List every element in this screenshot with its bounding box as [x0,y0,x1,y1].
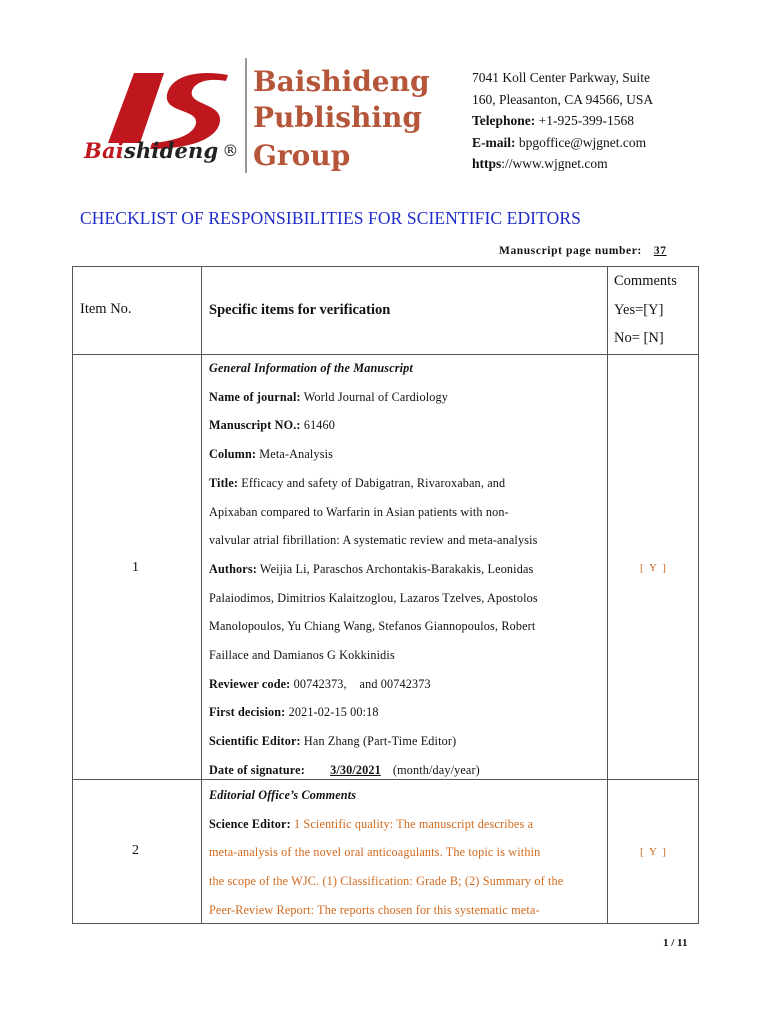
journal-value: World Journal of Cardiology [300,389,448,404]
manuscript-no-label: Manuscript NO.: [209,418,301,433]
address-line1: 7041 Koll Center Parkway, Suite [472,70,650,85]
row1-content [209,354,601,785]
row1-section-heading: General Information of the Manuscript [209,361,413,375]
manuscript-no-value: 61460 [300,418,336,433]
page-number: 1 / 11 [663,937,688,949]
table-border-right [698,266,699,924]
row1-item-number: 1 [132,560,139,575]
column-label: Column: [209,447,257,462]
first-decision-value: 2021-02-15 00:18 [285,705,379,720]
science-editor-line-2: meta-analysis of the novel oral anticoagulants. The topic is within [209,845,541,860]
email [472,132,653,154]
header-yes: Yes=[Y] [614,302,664,318]
title-label: Title: [209,475,239,490]
manuscript-no-line [209,411,601,440]
row2-comment: [ Y ] [640,846,668,858]
website-value[interactable]: ://www.wjgnet.com [501,156,608,171]
science-editor-line-3: the scope of the WJC. (1) Classification: Grade B; (2) Summary of the [209,874,564,889]
address-line2: 160, Pleasanton, CA 94566, USA [472,91,654,107]
first-decision-label: First decision: [209,705,286,720]
document-title: CHECKLIST OF RESPONSIBILITIES FOR SCIENTIFIC EDITORS [80,208,581,228]
scientific-editor-value: Han Zhang (Part-Time Editor) [300,734,457,749]
row1-comment: [ Y ] [640,562,668,574]
logo-word-baishideng: Baishideng [253,65,430,98]
logo-script-part1: Bai [84,138,124,163]
row2-section-heading: Editorial Office’s Comments [209,788,357,802]
science-editor-line-4: Peer-Review Report: The reports chosen for this systematic meta- [209,902,540,917]
email-value[interactable]: bpgoffice@wjgnet.com [518,134,647,150]
telephone [472,110,653,132]
table-border-top [72,266,699,267]
website-label: https [472,156,502,171]
authors-line-1 [209,555,601,584]
table-col-divider-1 [201,266,202,924]
manuscript-page-number [499,245,677,257]
science-editor-text-1: 1 Scientific quality: The manuscript describes a [290,816,534,831]
logo-script-part2: shideng [123,138,219,163]
science-editor-label: Science Editor: [209,816,291,831]
publisher-address [472,67,653,175]
title-line-2: Apixaban compared to Warfarin in Asian patients with non- [209,504,509,519]
journal-label: Name of journal: [209,389,301,404]
website [472,153,653,175]
authors-line-2: Palaiodimos, Dimitrios Kalaitzoglou, Lazaros Tzelves, Apostolos [209,590,538,605]
first-decision-line [209,698,601,727]
logo-word-publishing: Publishing [253,101,422,134]
column-value: Meta-Analysis [256,447,334,462]
reviewer-line [209,670,601,699]
table-col-divider-2 [607,266,608,924]
title-line-1 [209,469,601,498]
science-editor-line-1 [209,810,601,839]
signature-date-format: (month/day/year) [392,762,480,777]
row2-content [209,781,601,925]
table-border-left [72,266,73,924]
signature-date-label: Date of signature: [209,762,305,777]
reviewer-value: 00742373, and 00742373 [290,676,431,691]
title-line-3: valvular atrial fibrillation: A systematic review and meta-analysis [209,533,538,548]
column-line [209,440,601,469]
reviewer-label: Reviewer code: [209,676,291,691]
signature-date-value: 3/30/2021 [330,762,381,777]
telephone-value: +1-925-399-1568 [538,113,634,128]
header-comments: Comments [614,273,677,289]
header-specific-items: Specific items for verification [209,302,391,318]
title-text-1: Efficacy and safety of Dabigatran, Rivaroxaban, and [238,475,506,490]
logo-script-wordmark [84,138,239,163]
authors-line-3: Manolopoulos, Yu Chiang Wang, Stefanos Giannopoulos, Robert [209,619,536,634]
row2-item-number: 2 [132,843,139,858]
logo-divider [245,58,247,173]
scientific-editor-line [209,727,601,756]
authors-line-4: Faillace and Damianos G Kokkinidis [209,648,395,663]
logo-word-group: Group [253,139,351,172]
scientific-editor-label: Scientific Editor: [209,734,301,749]
registered-mark: ® [222,141,239,160]
manuscript-page-value: 37 [653,245,667,257]
authors-text-1: Weijia Li, Paraschos Archontakis-Barakakis, Leonidas [256,561,534,576]
telephone-label: Telephone: [472,113,536,128]
email-label: E-mail: [472,134,516,150]
manuscript-page-label: Manuscript page number: [499,245,642,257]
authors-label: Authors: [209,561,257,576]
journal-line [209,383,601,412]
header-item-no: Item No. [80,301,132,317]
header-no: No= [N] [614,330,664,346]
